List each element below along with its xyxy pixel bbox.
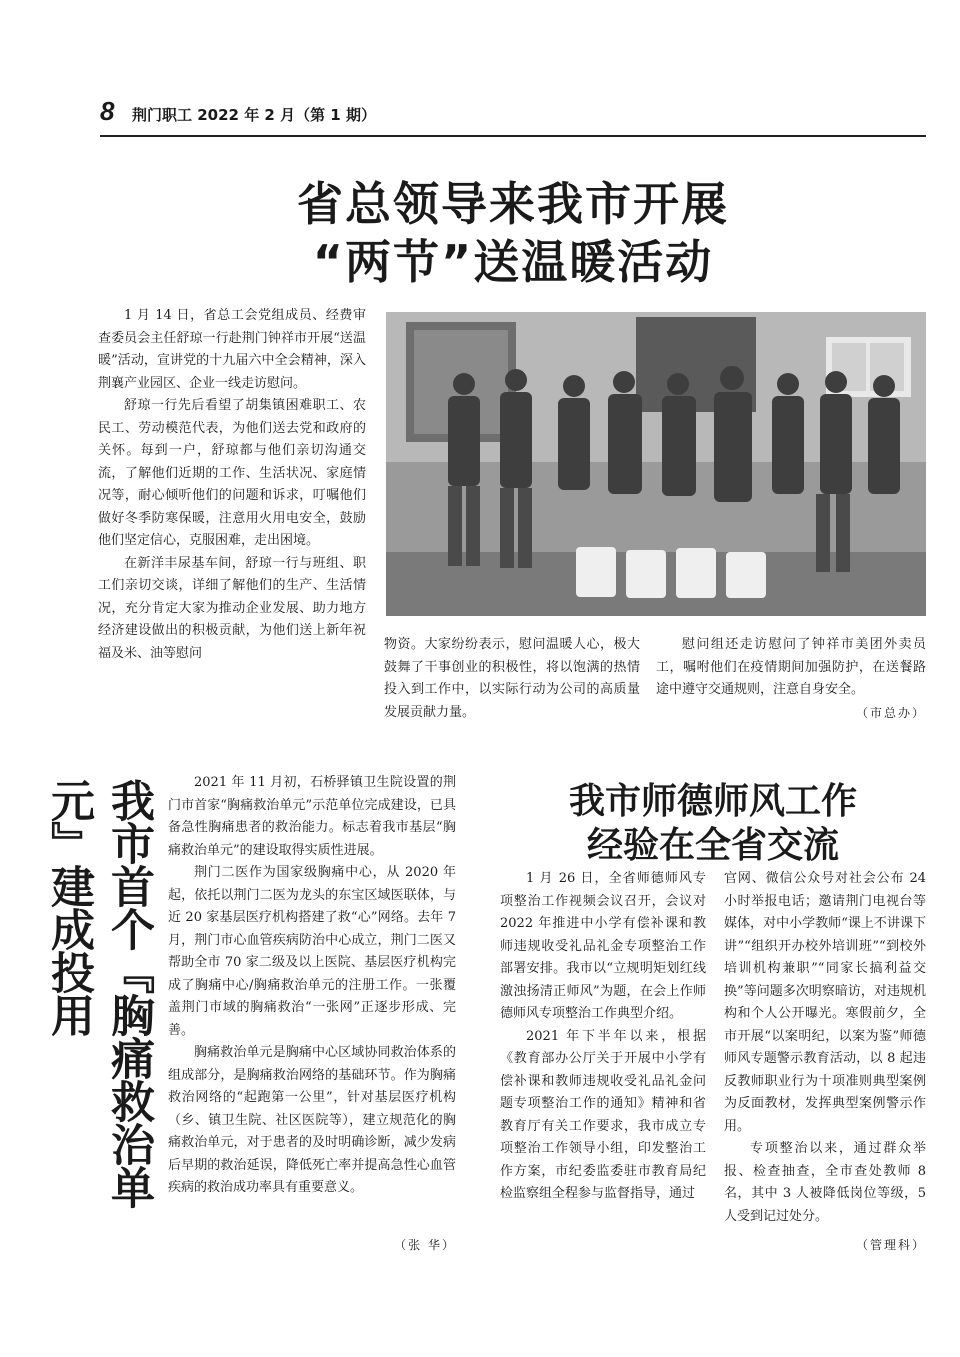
article3-paragraph: 2021 年下半年以来，根据《教育部办公厅关于开展中小学有偿补课和教师违规收受礼品礼金问题专项整治工作的通知》精神和省教育厅有关工作要求，我市成立专项整治工作领导小组，印发整治工作方案，市纪委监委驻市教育局纪检监察组全程参与监督指导，通过 [500, 1028, 706, 1201]
issue-header: 荆门职工 2022 年 2 月（第 1 期） [132, 106, 376, 124]
article1-paragraph: 舒琼一行先后看望了胡集镇困难职工、农民工、劳动模范代表，为他们送去党和政府的关怀。每到一户，舒琼都与他们亲切沟通交流，了解他们近期的工作、生活状况、家庭情况等，耐心倾听他们的问题和诉求，叮嘱他们做好冬季防寒保暖，注意用火用电安全，鼓励他们坚定信心，克服困难，走出困境。 [98, 398, 366, 548]
article3-paragraph: 专项整治以来，通过群众举报、检查抽查，全市查处教师 8 名，其中 3 人被降低岗位等级，5 人受到记过处分。 [724, 1141, 926, 1224]
article2-paragraph: 荆门二医作为国家级胸痛中心，从 2020 年起，依托以荆门二医为龙头的东宝区域医联体，与近 20 家基层医疗机构搭建了救“心”网络。去年 7 月，荆门市心血管疾病防治中心成立，荆门二医又帮助全市 70 家二级及以上医院、基层医疗机构完成了胸痛中心/胸痛救治单元的注册工作。一张覆盖荆门市域的胸痛救治“一张网”正逐步形成、完善。 [168, 865, 456, 1038]
article3-right-column [724, 868, 926, 1228]
page-number: 8 [100, 96, 115, 126]
article2-signature: （张 华） [394, 1238, 456, 1252]
article3-title-line1: 我市师德师风工作 [568, 780, 857, 822]
header-divider [100, 135, 926, 137]
article1-paragraph: 1 月 14 日，省总工会党组成员、经费审查委员会主任舒琼一行赴荆门钟祥市开展“送温暖”活动，宣讲党的十九届六中全会精神，深入荆襄产业园区、企业一线走访慰问。 [98, 308, 366, 391]
article3-paragraph: 1 月 26 日，全省师德师风专项整治工作视频会议召开，会议对 2022 年推进中小学有偿补课和教师违规收受礼品礼金专项整治工作部署安排。我市以“立规明矩划红线 激浊扬清正师风”为题，在会上作师德师风专项整治工作典型介绍。 [500, 871, 706, 1021]
article2-title: 我市首个『胸痛救治单元』建成投用 [43, 778, 154, 1208]
article1-paragraph: 物资。大家纷纷表示，慰问温暖人心，极大鼓舞了干事创业的积极性，将以饱满的热情投入到工作中，以实际行动为公司的高质量发展贡献力量。 [384, 637, 640, 720]
article1-paragraph: 慰问组还走访慰问了钟祥市美团外卖员工，嘱咐他们在疫情期间加强防护，在送餐路途中遵守交通规则，注意自身安全。 [656, 637, 926, 697]
article1-title-line2: “两节”送温暖活动 [312, 235, 714, 289]
article1-right-column [656, 634, 926, 702]
article2-paragraph: 胸痛救治单元是胸痛中心区域协同救治体系的组成部分，是胸痛救治网络的基础环节。作为胸痛救治网络的“起跑第一公里”，针对基层医疗机构（乡、镇卫生院、社区医院等），建立规范化的胸痛救治单元，对于患者的及时明确诊断，减少发病后早期的救治延误，降低死亡率并提高急性心血管疾病的救治成功率具有重要意义。 [168, 1045, 456, 1195]
article3-signature: （管理科） [855, 1238, 926, 1252]
article3-paragraph: 官网、微信公众号对社会公布 24 小时举报电话；邀请荆门电视台等媒体，对中小学教师“课上不讲课下讲”“组织开办校外培训班”“到校外培训机构兼职”“同家长搞利益交换”等问题多次明察暗访，对违规机构和个人公开曝光。寒假前夕，全市开展“以案明纪，以案为鉴”师德师风专题警示教育活动，以 8 起违反教师职业行为十项准则典型案例为反面教材，发挥典型案例警示作用。 [724, 871, 926, 1134]
article2-paragraph: 2021 年 11 月初，石桥驿镇卫生院设置的荆门市首家“胸痛救治单元”示范单位完成建设，已具备急性胸痛患者的救治能力。标志着我市基层“胸痛救治单元”的建设取得实质性进展。 [168, 775, 456, 858]
article1-paragraph: 在新洋丰尿基车间，舒琼一行与班组、职工们亲切交谈，详细了解他们的生产、生活情况，充分肯定大家为推动企业发展、助力地方经济建设做出的积极贡献，为他们送上新年祝福及米、油等慰问 [98, 555, 366, 661]
article1-signature: （市总办） [855, 706, 926, 720]
article1-mid-column [384, 634, 640, 724]
group-photo [386, 312, 926, 616]
article3-title-line2: 经验在全省交流 [586, 824, 839, 866]
article1-left-column [98, 305, 366, 665]
article3-left-column [500, 868, 706, 1206]
article1-title-line1: 省总领导来我市开展 [297, 177, 729, 231]
article2-body [168, 772, 456, 1200]
